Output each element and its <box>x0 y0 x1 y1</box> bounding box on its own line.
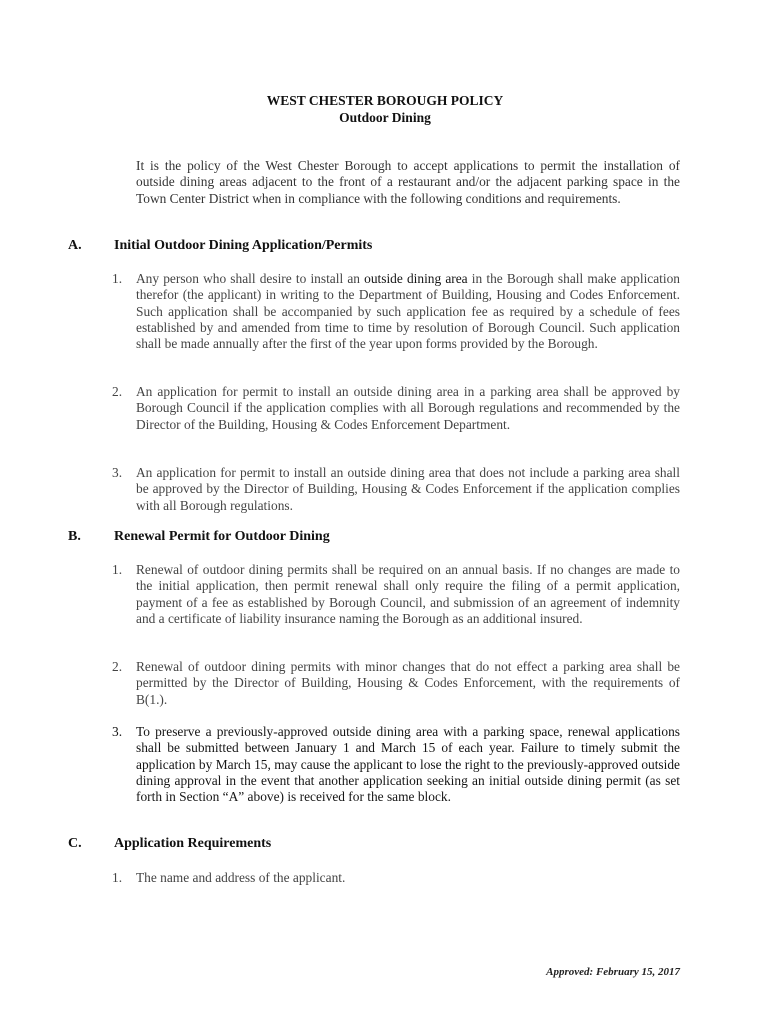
document-title: WEST CHESTER BOROUGH POLICY <box>266 93 504 108</box>
section-c-item-1 <box>112 870 682 886</box>
item-text <box>136 271 680 352</box>
outside-dining-area-link[interactable]: outside dining area <box>364 271 468 286</box>
section-b-item-1 <box>112 562 682 627</box>
item-text: Renewal of outdoor dining permits with minor changes that do not effect a parking area shall be permitted by the Director of Building, Housing & Codes Enforcement, with the requirements of B(1.). <box>136 659 680 707</box>
item-number: 2. <box>112 659 123 674</box>
item-text-after: in the Borough shall make application therefor (the applicant) in writing to the Department of Building, Housing and Codes Enforcement. Such application shall be accompanied by such application fee as required by a schedule of fees established by and amended from time to time by resolution of Borough Council. Such application shall be made annually after the first of the year upon forms provided by the Borough. <box>136 271 681 352</box>
section-a-letter: A. <box>68 238 82 253</box>
section-c-letter: C. <box>68 836 82 851</box>
item-text: An application for permit to install an outside dining area that does not include a parking area shall be approved by the Director of Building, Housing & Codes Enforcement if the application complies with all Borough regulations. <box>136 465 680 513</box>
intro-paragraph: It is the policy of the West Chester Borough to accept applications to permit the installation of outside dining areas adjacent to the front of a restaurant and/or the adjacent parking space in the Town Center District when in compliance with the following conditions and requirements. <box>136 158 680 206</box>
item-number: 1. <box>112 271 123 286</box>
section-b-item-3 <box>112 724 682 805</box>
item-text: Renewal of outdoor dining permits shall be required on an annual basis. If no changes are made to the initial application, then permit renewal shall only require the filing of a permit application, payment of a fee as established by Borough Council, and submission of an agreement of indemnity and a certificate of liability insurance naming the Borough as an additional insured. <box>136 562 680 626</box>
item-number: 3. <box>112 465 123 480</box>
item-number: 2. <box>112 384 123 399</box>
item-text: To preserve a previously-approved outside dining area with a parking space, renewal applications shall be submitted between January 1 and March 15 of each year. Failure to timely submit the application by March 15, may cause the applicant to lose the right to the previously-approved outside dining approval in the event that another application seeking an initial outside dining permit (as set forth in Section “A” above) is received for the same block. <box>136 724 680 805</box>
section-b-title: Renewal Permit for Outdoor Dining <box>114 529 330 544</box>
section-b-letter: B. <box>68 529 81 544</box>
item-text: An application for permit to install an outside dining area in a parking area shall be approved by Borough Council if the application complies with all Borough regulations and recommended by the Director of the Building, Housing & Codes Enforcement Department. <box>136 384 680 432</box>
section-b-item-2 <box>112 659 682 708</box>
item-text: The name and address of the applicant. <box>136 870 346 885</box>
section-a-item-1 <box>112 271 682 352</box>
approved-date: Approved: February 15, 2017 <box>546 966 680 978</box>
item-number: 1. <box>112 562 123 577</box>
section-c-title: Application Requirements <box>114 836 272 851</box>
section-a-item-3 <box>112 465 682 514</box>
section-a-item-2 <box>112 384 682 433</box>
item-number: 1. <box>112 870 123 885</box>
item-text-before: Any person who shall desire to install an <box>136 271 365 286</box>
document-subtitle: Outdoor Dining <box>339 110 431 125</box>
item-number: 3. <box>112 724 123 739</box>
section-a-title: Initial Outdoor Dining Application/Permits <box>114 238 373 253</box>
